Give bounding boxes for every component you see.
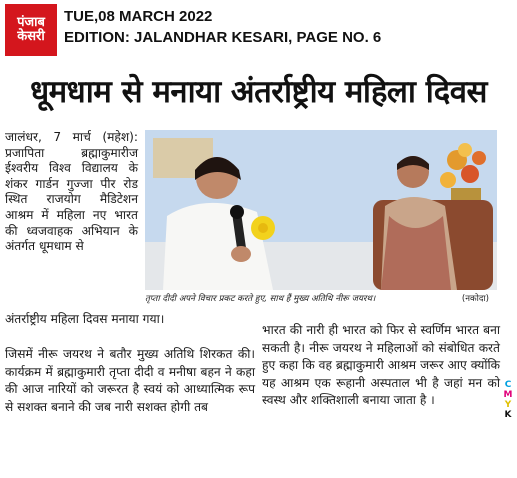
article-intro: जालंधर, 7 मार्च (महेश): प्रजापिता ब्रह्माकुमारीज ईश्वरीय विश्व विद्यालय के शंकर गार्डन गुज्जा पीर रोड स्थित राजयोग मैडिटेशन आश्रम में महिला नए भारत की ध्वजवाहक अभियान के अंतर्गत धूमधाम से — [5, 130, 138, 254]
cmyk-m: M — [503, 390, 513, 400]
edition-meta — [64, 6, 381, 48]
photo-credit: (नकोदा) — [461, 294, 489, 304]
caption-text: तृप्ता दीदी अपने विचार प्रकट करते हुए, साथ हैं मुख्य अतिथि नीरू जयरथ। — [145, 294, 376, 304]
cmyk-marker — [501, 380, 515, 420]
article-column-right: भारत की नारी ही भारत को फिर से स्वर्णिम भारत बना सकती है। नीरू जयरथ ने महिलाओं को संबोधित करते हुए कहा कि वह ब्रह्माकुमारी आश्रम जरूर आए क्योंकि यह आश्रम एक रूहानी अस्पताल भी है जहां मन को स्वस्थ और शक्तिशाली बनाया जाता है । — [262, 323, 500, 407]
article-column-left: जिसमें नीरू जयरथ ने बतौर मुख्य अतिथि शिरकत की। कार्यक्रम में ब्रह्माकुमारी तृप्ता दीदी व मनीषा बहन ने कहा की आज नारियों को जरूरत है स्वयं को आध्यात्मिक रूप से सशक्त बनाने की जब नारी सशक्त होगी तब — [5, 347, 255, 414]
logo-line-1: पंजाब — [17, 15, 45, 31]
photo-caption — [145, 292, 497, 304]
edition-info: EDITION: JALANDHAR KESARI, PAGE NO. 6 — [64, 29, 382, 46]
photo-illustration — [145, 130, 497, 290]
logo-line-2: केसरी — [17, 29, 45, 44]
article-headline: धूमधाम से मनाया अंतर्राष्ट्रीय महिला दिवस — [30, 74, 487, 110]
article-photo — [145, 130, 497, 290]
publication-date: TUE,08 MARCH 2022 — [64, 8, 213, 25]
cmyk-k: K — [504, 410, 512, 420]
cmyk-c: C — [504, 380, 512, 390]
cmyk-y: Y — [504, 400, 512, 410]
header — [0, 0, 517, 70]
newspaper-logo — [5, 4, 57, 56]
article-intro-end: अंतर्राष्ट्रीय महिला दिवस मनाया गया। — [5, 312, 165, 326]
